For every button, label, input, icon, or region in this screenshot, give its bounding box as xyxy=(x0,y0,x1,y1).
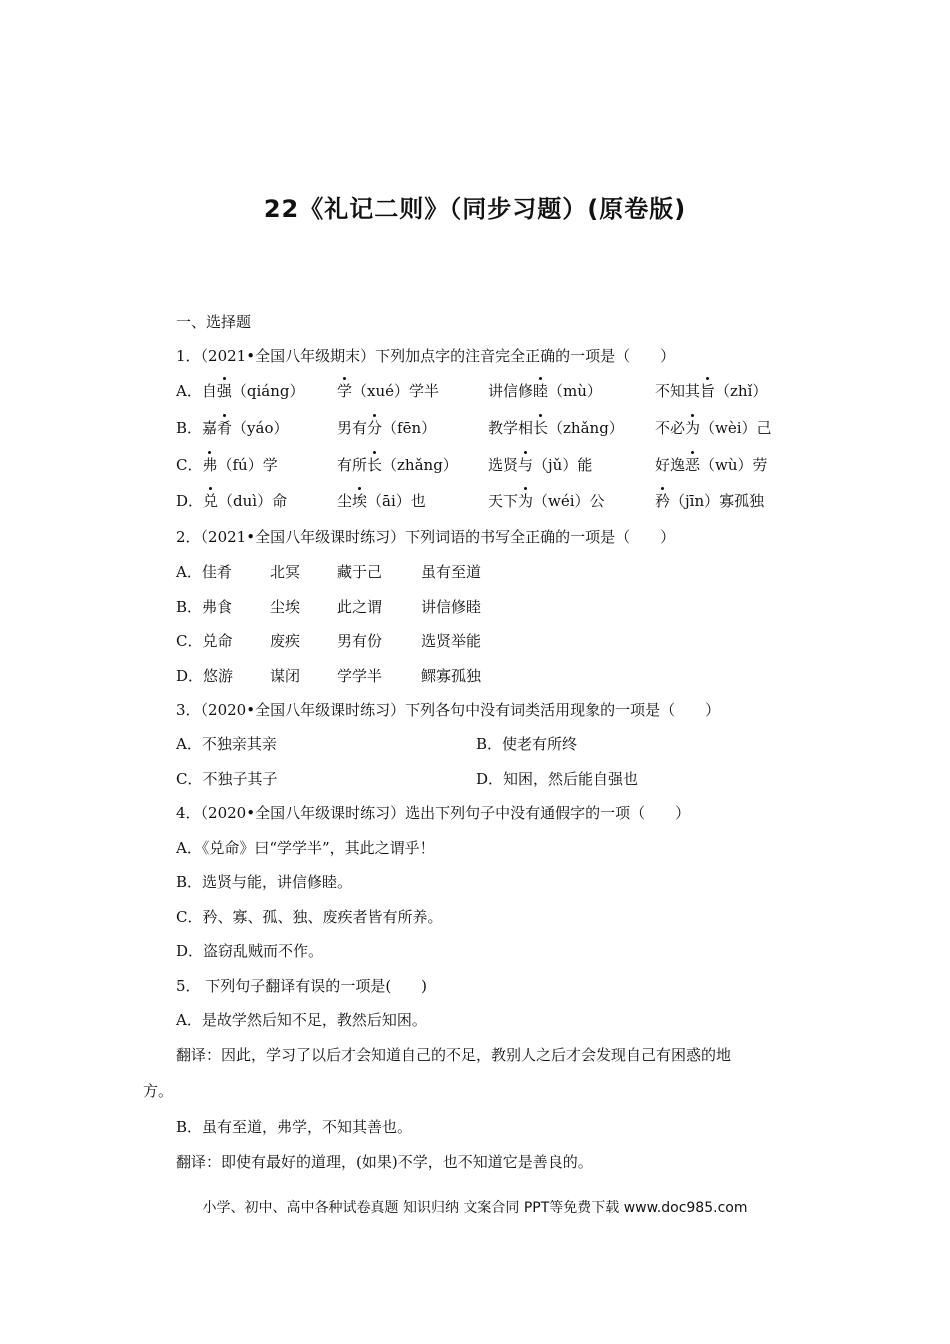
question-5-stem: 5． 下列句子翻译有误的一项是( ) xyxy=(176,977,428,995)
question-3-stem: 3．（2020•全国八年级课时练习）下列各句中没有词类活用现象的一项是（ ） xyxy=(176,701,721,719)
emphasis-dot-char: 学 xyxy=(337,382,353,400)
document-page: 22《礼记二则》（同步习题）(原卷版) 一、选择题 1．（2021•全国八年级期末）下列加点字的注音完全正确的一项是（ ） A．自强（qiáng） 学（xué）学半 讲信修睦（mù） 不知其旨（zhǐ） B．嘉肴（yáo） 男有分（fēn） 教学相长（zhǎng） 不必为（wèi）己 C．弗（fú）学 有所长（zhǎng） 选贤与（jǔ）能 好逸恶（wù）劳 D．兑（duì）命 尘埃（āi）也 天下为（wéi）公 矜（jīn）寡孤独 2．（2021•全国八年级课时练习）下列词语的书写全正确的一项是（ ） A．佳肴 北冥 藏于己 虽有至道 B．弗食 尘埃 此之谓 讲信修睦 C．兑命 废疾 男有份 选贤举能 D．悠游 谋闭 学学半 鳏寡孤独 3．（2020•全国八年级课时练习）下列各句中没有词类活用现象的一项是（ ） A．不独亲其亲 B．使老有所终 C．不独子其子 D．知困，然后能自强也 4．（2020•全国八年级课时练习）选出下列句子中没有通假字的一项（ ） A．《兑命》曰“学学半”，其此之谓乎！ B．选贤与能，讲信修睦。 C．矜、寡、孤、独、废疾者皆有所养。 D．盗窃乱贼而不作。 5． 下列句子翻译有误的一项是( ) A．是故学然后知不足，教然后知困。 翻译：因此，学习了以后才会知道自己的不足，教别人之后才会发现自己有困惑的地 方。 B．虽有至道，弗学，不知其善也。 翻译：即使有最好的道理，(如果)不学，也不知道它是善良的。 小学、初中、高中各种试卷真题 知识归纳 文案合同 PPT等免费下载 www.doc985.com xyxy=(0,0,950,1344)
emphasis-dot-char: 恶 xyxy=(685,456,701,474)
question-3-option-b: B．使老有所终 xyxy=(476,735,578,753)
section-heading: 一、选择题 xyxy=(176,313,252,331)
emphasis-dot-char: 为 xyxy=(685,419,701,437)
question-5-option-b: B．虽有至道，弗学，不知其善也。 xyxy=(176,1118,413,1136)
emphasis-dot-char: 与 xyxy=(518,456,534,474)
question-4-option-d: D．盗窃乱贼而不作。 xyxy=(176,942,324,960)
emphasis-dot-char: 肴 xyxy=(217,419,233,437)
question-5-option-a: A．是故学然后知不足，教然后知困。 xyxy=(176,1011,427,1029)
question-4-option-c: C．矜、寡、孤、独、废疾者皆有所养。 xyxy=(176,908,443,926)
emphasis-dot-char: 长 xyxy=(367,456,383,474)
emphasis-dot-char: 埃 xyxy=(352,492,368,510)
question-5-translation-a: 翻译：因此，学习了以后才会知道自己的不足，教别人之后才会发现自己有困惑的地 xyxy=(176,1046,732,1064)
emphasis-dot-char: 分 xyxy=(367,419,383,437)
emphasis-dot-char: 矜 xyxy=(655,492,671,510)
page-footer: 小学、初中、高中各种试卷真题 知识归纳 文案合同 PPT等免费下载 www.doc985.com xyxy=(202,1200,748,1216)
emphasis-dot-char: 为 xyxy=(518,492,534,510)
emphasis-dot-char: 兑 xyxy=(203,492,219,510)
page-title: 22《礼记二则》（同步习题）(原卷版) xyxy=(263,195,687,223)
question-5-translation-a-cont: 方。 xyxy=(143,1082,174,1100)
question-4-stem: 4．（2020•全国八年级课时练习）选出下列句子中没有通假字的一项（ ） xyxy=(176,804,691,822)
question-5-translation-b: 翻译：即使有最好的道理，(如果)不学，也不知道它是善良的。 xyxy=(176,1153,593,1171)
question-3-option-d: D．知困，然后能自强也 xyxy=(476,770,639,788)
emphasis-dot-char: 弗 xyxy=(202,456,218,474)
question-4-option-a: A．《兑命》曰“学学半”，其此之谓乎！ xyxy=(176,839,435,857)
question-1-stem: 1．（2021•全国八年级期末）下列加点字的注音完全正确的一项是（ ） xyxy=(176,347,676,365)
emphasis-dot-char: 旨 xyxy=(700,382,716,400)
emphasis-dot-char: 长 xyxy=(533,419,549,437)
question-3-option-a: A．不独亲其亲 xyxy=(176,735,277,753)
question-3-option-c: C．不独子其子 xyxy=(176,770,278,788)
emphasis-dot-char: 强 xyxy=(216,382,232,400)
emphasis-dot-char: 睦 xyxy=(533,382,549,400)
question-2-stem: 2．（2021•全国八年级课时练习）下列词语的书写全正确的一项是（ ） xyxy=(176,528,676,546)
question-4-option-b: B．选贤与能，讲信修睦。 xyxy=(176,873,353,891)
